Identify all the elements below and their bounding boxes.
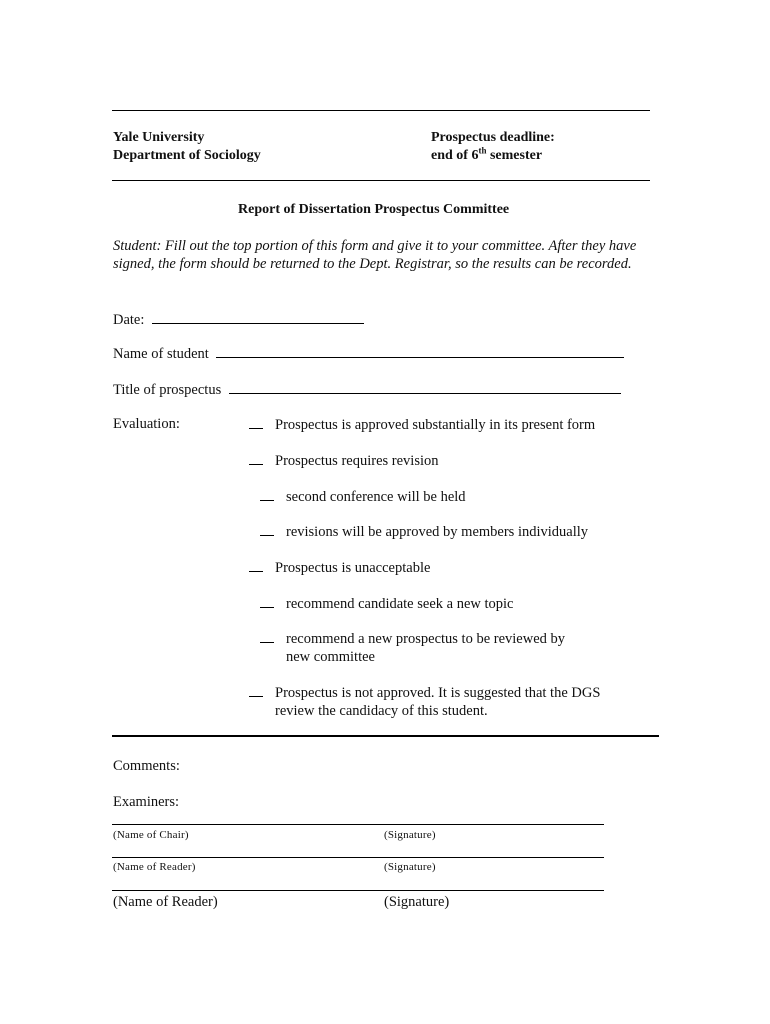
reader-name-caption: (Name of Reader) bbox=[113, 894, 218, 910]
prospectus-title-label: Title of prospectus bbox=[113, 382, 222, 398]
top-rule bbox=[112, 110, 650, 111]
option-checkbox[interactable] bbox=[249, 452, 263, 465]
examiners-label: Examiners: bbox=[113, 794, 180, 810]
student-instructions: Student: Fill out the top portion of this form and give it to your committee. After they have signed, the form should be returned to the Dept. Registrar, so the results can be recorded. bbox=[113, 238, 637, 272]
evaluation-option: Prospectus is approved substantially in its present form bbox=[249, 416, 595, 434]
date-input[interactable] bbox=[152, 310, 364, 324]
student-name-label: Name of student bbox=[113, 346, 209, 362]
reader-signature-caption: (Signature) bbox=[384, 861, 436, 873]
institution-name: Yale University bbox=[113, 130, 205, 145]
option-checkbox[interactable] bbox=[260, 630, 274, 643]
deadline-label: Prospectus deadline: bbox=[431, 130, 555, 145]
evaluation-option: Prospectus requires revision bbox=[249, 452, 439, 470]
option-checkbox[interactable] bbox=[249, 416, 263, 429]
evaluation-suboption: second conference will be held bbox=[260, 488, 466, 506]
chair-signature-caption: (Signature) bbox=[384, 829, 436, 841]
option-checkbox[interactable] bbox=[249, 684, 263, 697]
section-divider bbox=[112, 735, 659, 737]
header-bottom-rule bbox=[112, 180, 650, 181]
evaluation-label: Evaluation: bbox=[113, 416, 180, 432]
evaluation-suboption: recommend a new prospectus to be reviewed by new committee bbox=[260, 630, 586, 666]
department-name: Department of Sociology bbox=[113, 148, 261, 163]
deadline-value: end of 6th semester bbox=[431, 145, 543, 163]
option-checkbox[interactable] bbox=[260, 523, 274, 536]
option-checkbox[interactable] bbox=[260, 595, 274, 608]
reader-name-caption: (Name of Reader) bbox=[113, 861, 196, 873]
student-name-field bbox=[113, 344, 624, 363]
chair-name-caption: (Name of Chair) bbox=[113, 829, 189, 841]
evaluation-option: Prospectus is unacceptable bbox=[249, 559, 430, 577]
signature-line[interactable] bbox=[112, 857, 604, 858]
form-title: Report of Dissertation Prospectus Committee bbox=[238, 202, 510, 217]
signature-line[interactable] bbox=[112, 824, 604, 825]
reader-signature-caption: (Signature) bbox=[384, 894, 450, 910]
comments-label: Comments: bbox=[113, 758, 180, 774]
signature-line[interactable] bbox=[112, 890, 604, 891]
evaluation-suboption: recommend candidate seek a new topic bbox=[260, 595, 513, 613]
option-checkbox[interactable] bbox=[249, 559, 263, 572]
prospectus-title-field bbox=[113, 380, 621, 399]
date-label: Date: bbox=[113, 312, 145, 328]
prospectus-title-input[interactable] bbox=[229, 380, 621, 394]
option-checkbox[interactable] bbox=[260, 488, 274, 501]
evaluation-suboption: revisions will be approved by members individually bbox=[260, 523, 588, 541]
student-name-input[interactable] bbox=[216, 344, 624, 358]
date-field bbox=[113, 310, 364, 329]
evaluation-option: Prospectus is not approved. It is suggested that the DGS review the candidacy of this student. bbox=[249, 684, 625, 720]
